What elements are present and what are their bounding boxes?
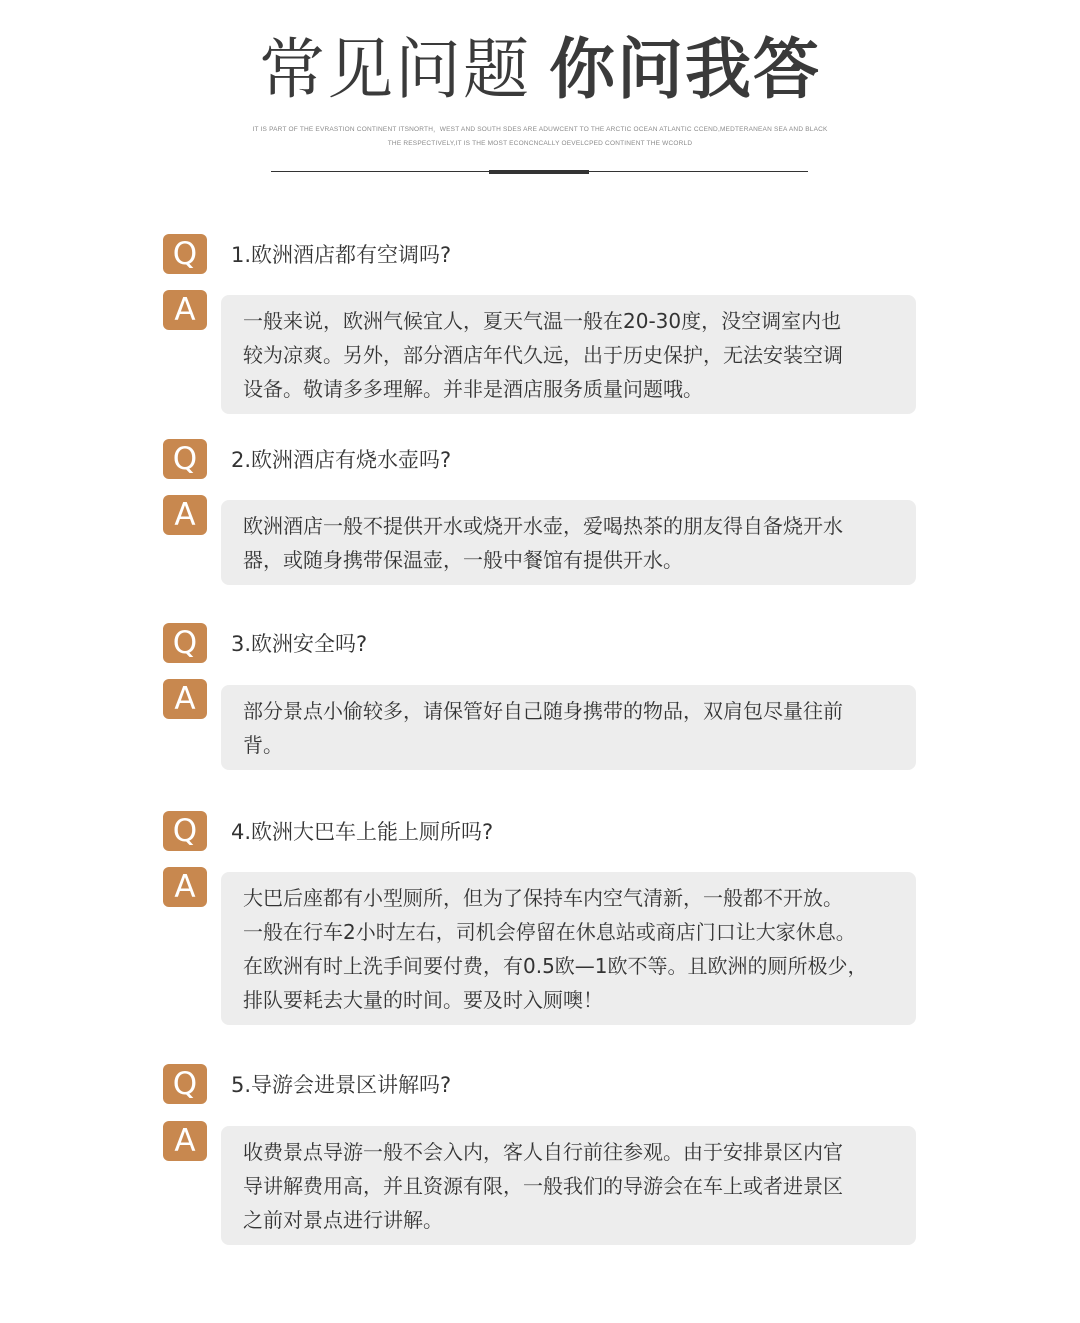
answer-line: 大巴后座都有小型厕所，但为了保持车内空气清新，一般都不开放。 — [243, 886, 843, 910]
page-header — [0, 0, 1080, 200]
answer-line: 较为凉爽。另外，部分酒店年代久远，出于历史保护，无法安装空调 — [243, 343, 843, 367]
answer-badge: A — [163, 679, 207, 719]
answer-line: 收费景点导游一般不会入内，客人自行前往参观。由于安排景区内官 — [243, 1140, 843, 1164]
question-badge: Q — [163, 234, 207, 274]
answer-line: 之前对景点进行讲解。 — [243, 1208, 443, 1232]
answer-box — [221, 500, 916, 585]
answer-line: 一般在行车2小时左右，司机会停留在休息站或商店门口让大家休息。 — [243, 920, 856, 944]
answer-line: 器，或随身携带保温壶，一般中餐馆有提供开水。 — [243, 548, 683, 572]
title-bold: 你问我答 — [549, 31, 821, 108]
answer-line: 欧洲酒店一般不提供开水或烧开水壶，爱喝热茶的朋友得自备烧开水 — [243, 514, 843, 538]
answer-line: 设备。敬请多多理解。并非是酒店服务质量问题哦。 — [243, 377, 703, 401]
title-light: 常见问题 — [259, 31, 531, 108]
subtitle-line-1: IT IS PART OF THE EVRASTION CONTINENT ITSNORTH，WEST AND SOUTH SDES ARE ADUWCENT TO THE ARCTIC OCEAN ATLANTIC CCEND,MEDTERANEAN SEA AND BLACK — [252, 126, 828, 133]
answer-line: 导讲解费用高，并且资源有限，一般我们的导游会在车上或者进景区 — [243, 1174, 843, 1198]
answer-badge: A — [163, 495, 207, 535]
divider-accent — [489, 170, 589, 174]
question-badge: Q — [163, 811, 207, 851]
answer-line: 背。 — [243, 733, 283, 757]
answer-line: 一般来说，欧洲气候宜人，夏天气温一般在20-30度，没空调室内也 — [243, 309, 842, 333]
answer-line: 排队要耗去大量的时间。要及时入厕噢！ — [243, 988, 603, 1012]
page-title — [0, 30, 1080, 110]
question-text: 5.导游会进景区讲解吗? — [231, 1073, 452, 1097]
answer-line: 在欧洲有时上洗手间要付费，有0.5欧—1欧不等。且欧洲的厕所极少， — [243, 954, 868, 978]
answer-box — [221, 685, 916, 770]
answer-box — [221, 872, 916, 1025]
question-text: 1.欧洲酒店都有空调吗? — [231, 243, 452, 267]
question-text: 3.欧洲安全吗? — [231, 632, 368, 656]
answer-badge: A — [163, 1121, 207, 1161]
question-badge: Q — [163, 1064, 207, 1104]
question-text: 2.欧洲酒店有烧水壶吗? — [231, 448, 452, 472]
answer-box — [221, 1126, 916, 1245]
question-badge: Q — [163, 439, 207, 479]
question-text: 4.欧洲大巴车上能上厕所吗? — [231, 820, 494, 844]
answer-badge: A — [163, 867, 207, 907]
subtitle — [200, 123, 880, 151]
answer-line: 部分景点小偷较多，请保管好自己随身携带的物品，双肩包尽量往前 — [243, 699, 843, 723]
answer-badge: A — [163, 290, 207, 330]
answer-box — [221, 295, 916, 414]
question-badge: Q — [163, 623, 207, 663]
subtitle-line-2: THE RESPECTIVELY,IT IS THE MOST ECONCNCALLY OEVELCPED CONTINENT THE WCORLD — [387, 140, 693, 147]
